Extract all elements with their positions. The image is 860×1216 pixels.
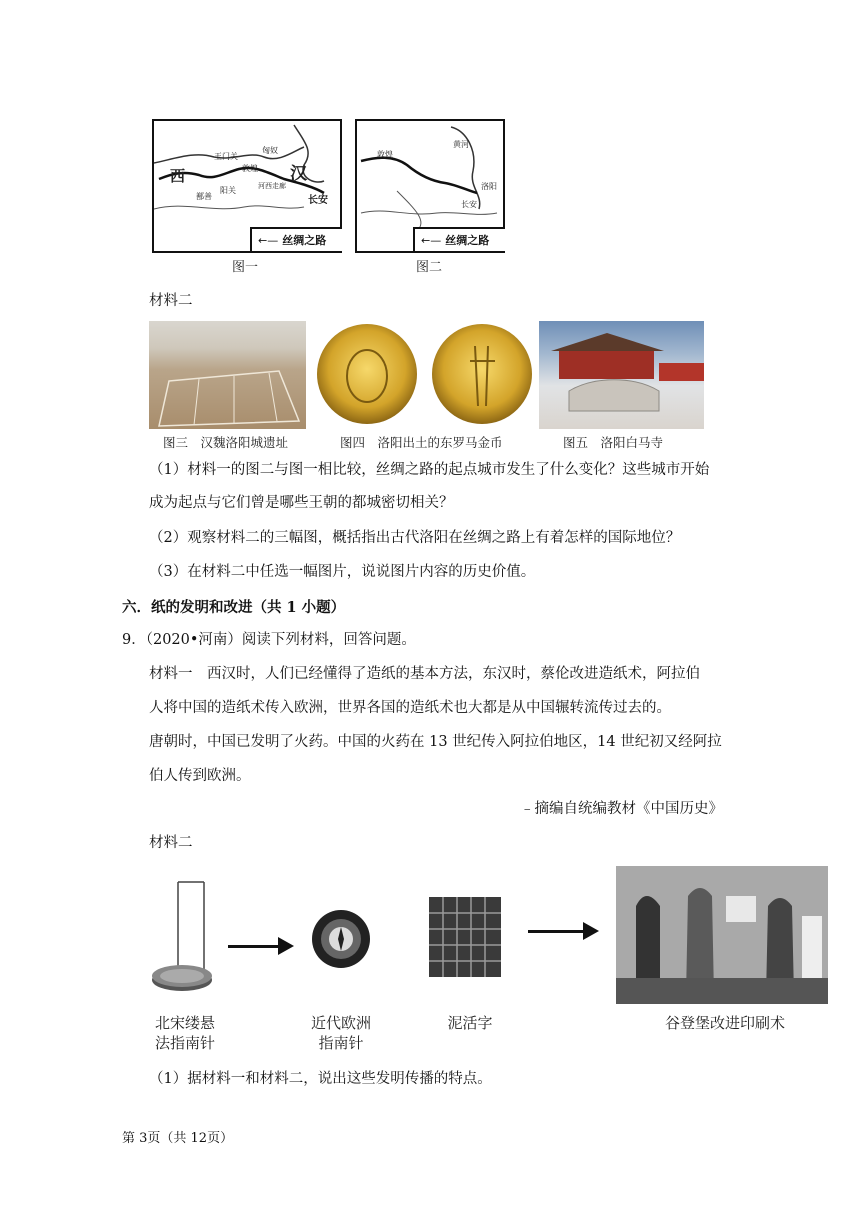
q8-line-4: （3）在材料二中任选一幅图片，说说图片内容的历史价值。: [149, 564, 536, 580]
q9-material1-line-4: 伯人传到欧洲。: [149, 768, 251, 784]
q9-source: ﹣摘编自统编教材《中国历史》: [520, 801, 723, 817]
invention-label-1: [140, 1013, 230, 1053]
legend-arrow-icon: ←—: [421, 233, 442, 247]
map-figure-2: [355, 119, 505, 253]
invention-clay-type: [425, 893, 505, 981]
invention-label-4: [630, 1013, 820, 1033]
invention-label-3-line1: 泥活字: [447, 1014, 493, 1032]
map1-place-dunhuang: 敦煌: [242, 164, 258, 173]
photo-white-horse-temple: [539, 321, 704, 429]
map1-place-west: 西: [170, 167, 186, 185]
q9-question-1: （1）据材料一和材料二，说出这些发明传播的特点。: [149, 1071, 492, 1087]
map2-legend: [413, 227, 505, 251]
q8-line-3: （2）观察材料二的三幅图，概括指出古代洛阳在丝绸之路上有着怎样的国际地位？: [149, 530, 681, 546]
q9-stem: 9．（2020•河南）阅读下列材料，回答问题。: [122, 632, 416, 648]
map1-legend-label: 丝绸之路: [282, 234, 327, 247]
map1-place-han: 汉: [290, 164, 307, 184]
fig4-caption: 图四 洛阳出土的东罗马金币: [340, 435, 503, 450]
invention-label-2-line2: 指南针: [318, 1034, 364, 1052]
map1-place-yangguan: 阳关: [220, 186, 236, 195]
arrow-2-head: [583, 922, 599, 940]
invention-compass-song: [148, 878, 214, 1002]
page-footer: 第 3页（共 12页）: [122, 1131, 234, 1146]
invention-gutenberg-press: [616, 866, 828, 1004]
invention-compass-europe: [310, 908, 372, 970]
map1-place-xiongnu: 匈奴: [262, 146, 278, 155]
q9-material2-heading: 材料二: [149, 835, 193, 851]
fig3-caption: 图三 汉魏洛阳城遗址: [163, 435, 289, 450]
photo-luoyang-ruins: [149, 321, 306, 429]
q8-line-1: （1）材料一的图二与图一相比较，丝绸之路的起点城市发生了什么变化？这些城市开始: [149, 462, 710, 478]
section-title: 六．纸的发明和改进（共 1 小题）: [122, 599, 346, 616]
invention-label-2: [296, 1013, 386, 1053]
arrow-1-head: [278, 937, 294, 955]
map1-place-changan: 长安: [308, 195, 328, 206]
q8-line-2: 成为起点与它们曾是哪些王朝的都城密切相关？: [149, 495, 454, 511]
map1-place-shanshan: 鄯善: [196, 192, 212, 201]
map2-legend-label: 丝绸之路: [445, 234, 490, 247]
clay-type-icon: [425, 893, 505, 981]
map2-caption: 图二: [416, 260, 443, 275]
gutenberg-press-illustration: [616, 866, 828, 1004]
map1-place-hexi: 河西走廊: [258, 182, 286, 190]
invention-label-3: [425, 1013, 515, 1033]
invention-label-1-line2: 法指南针: [154, 1034, 215, 1052]
map1-legend: [250, 227, 342, 251]
invention-label-4-line1: 谷登堡改进印刷术: [664, 1014, 785, 1032]
map2-place-luoyang: 洛阳: [481, 182, 497, 191]
arrow-1: [228, 945, 278, 948]
fig5-caption: 图五 洛阳白马寺: [563, 435, 664, 450]
q9-material1-line-1: 材料一 西汉时，人们已经懂得了造纸的基本方法，东汉时，蔡伦改进造纸术，阿拉伯: [149, 666, 700, 682]
invention-label-2-line1: 近代欧洲: [310, 1014, 371, 1032]
map2-place-dunhuang: 敦煌: [377, 150, 393, 159]
invention-label-1-line1: 北宋缕悬: [154, 1014, 215, 1032]
legend-arrow-icon: ←—: [258, 233, 279, 247]
map1-place-yumenguan: 玉门关: [214, 152, 238, 161]
europe-compass-icon: [310, 908, 372, 970]
arrow-2: [528, 930, 583, 933]
map-figure-1: [152, 119, 342, 253]
map1-caption: 图一: [232, 260, 259, 275]
map2-place-changan: 长安: [461, 200, 477, 209]
map2-place-huanghe: 黄河: [453, 140, 469, 149]
song-compass-icon: [148, 878, 214, 1002]
photo-roman-gold-coins: [310, 321, 536, 429]
q9-material1-line-3: 唐朝时，中国已发明了火药。中国的火药在 13 世纪传入阿拉伯地区，14 世纪初又经阿拉: [149, 734, 722, 750]
q9-material1-line-2: 人将中国的造纸术传入欧洲，世界各国的造纸术也大都是从中国辗转流传过去的。: [149, 700, 671, 716]
material2-heading: 材料二: [149, 293, 193, 309]
